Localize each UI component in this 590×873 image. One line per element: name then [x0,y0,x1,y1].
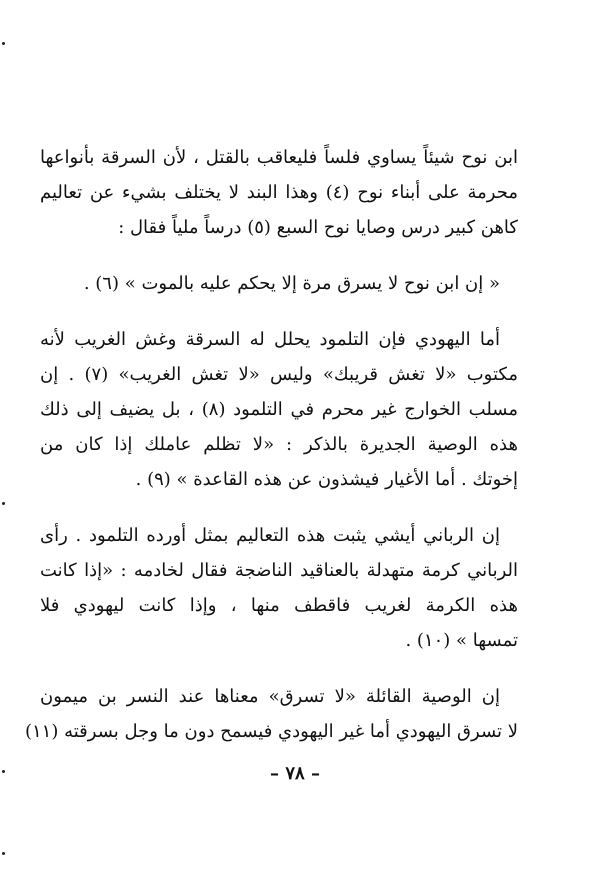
body-text [24,140,518,749]
text-line: إن الرباني أيشي يثبت هذه التعاليم بمثل أورده التلمود . رأى [40,525,500,546]
paragraph-2-quote [40,266,518,301]
paragraph-4 [40,518,518,658]
paragraph-1 [40,140,518,245]
text-line: كاهن كبير درس وصايا نوح السبع (٥) درساً ملياً فقال : [118,217,518,238]
text-line: هذه الوصية الجديرة بالذكر : «لا تظلم عاملك إذا كان من [40,434,518,455]
text-line: إن الوصية القائلة «لا تسرق» معناها عند النسر بن ميمون [40,686,500,707]
text-line: ابن نوح شيئاً يساوي فلساً فليعاقب بالقتل ، لأن السرقة بأنواعها [40,147,518,168]
margin-mark [2,852,5,855]
paragraph-3 [40,322,518,497]
paragraph-5 [24,679,518,749]
margin-mark [2,502,5,505]
text-line: الرباني كرمة متهدلة بالعناقيد الناضجة فقال لخادمه : «إذا كانت [40,560,518,581]
text-line: محرمة على أبناء نوح (٤) وهذا البند لا يختلف بشيء عن تعاليم [40,182,518,203]
page-number: – ٧٨ – [270,763,320,784]
text-line: إخوتك . أما الأغيار فيشذون عن هذه القاعدة » (٩) . [135,469,518,490]
text-line: أما اليهودي فإن التلمود يحلل له السرقة وغش الغريب لأنه [40,329,500,350]
text-line: تمسها » (١٠) . [405,630,518,651]
text-line: « إن ابن نوح لا يسرق مرة إلا يحكم عليه بالموت » (٦) . [83,273,500,294]
text-line: لا تسرق اليهودي أما غير اليهودي فيسمح دون ما وجل بسرقته (١١) [24,721,518,742]
text-line: هذه الكرمة لغريب فاقطف منها ، وإذا كانت ليهودي فلا [40,595,518,616]
margin-mark [2,42,5,45]
text-line: مكتوب «لا تغش قريبك» وليس «لا تغش الغريب» (٧) . إن [40,364,518,385]
text-line: مسلب الخوارج غير محرم في التلمود (٨) ، بل يضيف إلى ذلك [40,399,518,420]
